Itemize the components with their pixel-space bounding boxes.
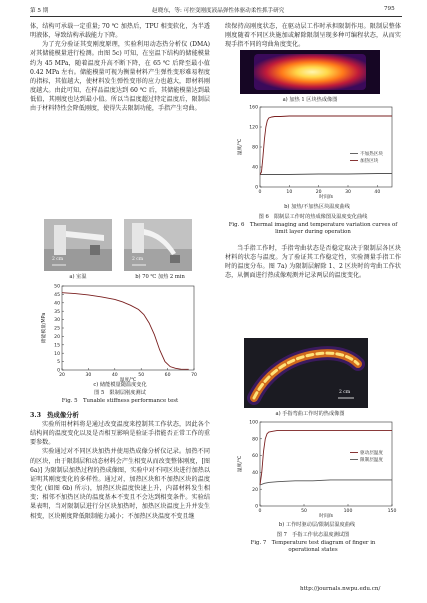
fig7b-chart bbox=[236, 418, 398, 518]
series-line-1 bbox=[260, 480, 392, 485]
fig6a-thermal-image bbox=[240, 50, 380, 94]
x-tick-label: 50 bbox=[301, 509, 307, 514]
fig5c-chart bbox=[40, 282, 200, 382]
fig5-caption-en: Fig. 5 Tunable stiffness performance test bbox=[61, 398, 179, 404]
x-tick-label: 20 bbox=[315, 190, 322, 195]
y-axis-label: 储能模量/MPa bbox=[42, 312, 47, 344]
legend-label-0: 不加热区块 bbox=[360, 152, 383, 157]
right-paragraph-mid: 当手指工作时，手指弯曲状态是否稳定取决于限制层各区块材料的状态与温度。为了验证其工作稳定性，实验测量手指工作时的温度分布。图 7a) 为限制层解除 1、2 区块时的弯曲工作状态，从侧面进行热成像观测并记录两层的温度变化。 bbox=[225, 245, 401, 280]
journal-url: http://journals.nwpu.edu.cn/ bbox=[300, 586, 381, 592]
series-line-0 bbox=[62, 293, 189, 370]
legend-label-1: 限制层温度 bbox=[360, 458, 383, 463]
y-tick-label: 25 bbox=[54, 326, 60, 332]
fig7-caption-en-1: Fig. 7 Temperature test diagram of finger in bbox=[250, 540, 376, 546]
x-tick-label: 60 bbox=[164, 373, 171, 378]
fig7a-scale: 2 cm bbox=[339, 390, 351, 395]
y-tick-label: 40 bbox=[54, 301, 60, 307]
x-tick-label: 0 bbox=[258, 190, 262, 195]
plot-frame bbox=[62, 286, 194, 370]
y-tick-label: 20 bbox=[54, 335, 60, 340]
legend-label-0: 驱动层温度 bbox=[360, 451, 383, 456]
x-tick-label: 10 bbox=[286, 190, 293, 195]
fig7b-caption: b) 工作时驱动层/限制层温度曲线 bbox=[278, 522, 356, 528]
y-axis-label: 温度/℃ bbox=[238, 138, 243, 156]
x-tick-label: 100 bbox=[343, 509, 353, 514]
x-tick-label: 40 bbox=[111, 373, 118, 378]
fig5-caption-cn: 图 5 限制层刚度测试 bbox=[94, 390, 146, 396]
y-tick-label: 120 bbox=[249, 125, 258, 131]
fig6-caption-en-1: Fig. 6 Thermal imaging and temperature variation curves of bbox=[228, 222, 398, 228]
y-tick-label: 30 bbox=[54, 318, 60, 324]
fig5c-caption: c) 储能模量随温度变化 bbox=[93, 382, 147, 388]
fig5a-caption: a) 室温 bbox=[69, 274, 87, 280]
fig5a-photo bbox=[44, 219, 112, 271]
page-number: 795 bbox=[384, 6, 395, 12]
x-tick-label: 30 bbox=[345, 190, 351, 195]
y-tick-label: 0 bbox=[255, 185, 258, 191]
fig6b-chart bbox=[236, 103, 398, 199]
fig7a-thermal-image bbox=[244, 338, 368, 408]
legend-label-1: 加热区块 bbox=[360, 159, 379, 164]
y-tick-label: 80 bbox=[252, 145, 258, 151]
x-tick-label: 0 bbox=[258, 509, 262, 514]
plot-frame bbox=[260, 107, 392, 187]
y-tick-label: 50 bbox=[54, 284, 60, 290]
x-tick-label: 30 bbox=[85, 373, 92, 378]
left-paragraph-bottom: 实验所用材料将是通过改变温度来控制其工作状态，因此各个结构间的温度变化以及是否相互影响是验证手指能否正常工作的重要参数。 实验通过对不同区块加热并使用热成像分析仪记录。加热不同的区块，由于限制层和动态材料会产生相变从而改变整体刚度，[图 6a)] 为限制层加热过程的热成像图，实验中对不同区块进行加热以证明其刚度变化的多样性。通过对，加热区块和不加热区块的温度变化 (如图 6b) 所示)，加热区块温度快速上升，内部材料发生相变；相邻不加热区块的温度基本不变且不会达到相变条件。实验结果表明，当对限制层进行分区块加热时，加热区块温度上升并发生相变，区块刚度降低限制能力减小；不加热区块温度不变且继 bbox=[30, 421, 210, 520]
x-tick-label: 20 bbox=[59, 373, 65, 378]
fig6a-caption: a) 加热 1 区块热成像图 bbox=[282, 97, 338, 103]
y-tick-label: 10 bbox=[54, 351, 60, 357]
y-tick-label: 45 bbox=[54, 293, 60, 298]
x-tick-label: 150 bbox=[387, 509, 397, 514]
y-tick-label: 160 bbox=[249, 105, 258, 111]
y-tick-label: 80 bbox=[252, 437, 258, 443]
series-line-0 bbox=[260, 174, 392, 175]
running-title: 赵晓东，等: 可控变刚度液晶弹性体驱动柔性抓手研究 bbox=[152, 8, 285, 14]
fig7a-caption: a) 手指弯曲工作时的热成像图 bbox=[275, 411, 345, 417]
x-axis-label: 时间/s bbox=[319, 514, 333, 518]
x-axis-label: 时间/s bbox=[319, 195, 333, 199]
fig6-caption-cn: 图 6 限制层工作时的热成像图及温度变化曲线 bbox=[258, 214, 368, 220]
issue-number: 第 5 期 bbox=[30, 8, 49, 14]
y-tick-label: 40 bbox=[252, 471, 258, 476]
y-axis-label: 温度/℃ bbox=[238, 455, 243, 473]
y-tick-label: 5 bbox=[57, 360, 60, 366]
y-tick-label: 15 bbox=[54, 343, 60, 349]
fig6b-caption: b) 加热/不加热区块温度曲线 bbox=[284, 204, 350, 210]
series-line-1 bbox=[260, 116, 392, 175]
x-tick-label: 50 bbox=[138, 373, 145, 378]
header-rule bbox=[30, 16, 402, 17]
y-tick-label: 0 bbox=[57, 368, 60, 374]
right-paragraph-top: 续保持高刚度状态，在驱动层工作时承担限制作用。限制层整体刚度随着不同区块施加或解除限制呈现多种可编程状态，从而实现手指不同的弯曲角度变化。 bbox=[225, 23, 401, 49]
x-tick-label: 40 bbox=[374, 190, 381, 195]
fig7-caption-en-2: operational states bbox=[288, 547, 338, 553]
fig5b-photo bbox=[124, 219, 192, 271]
fig5b-caption: b) 70 ℃ 加热 2 min bbox=[135, 274, 185, 280]
left-paragraph-top: 体，结构可承载一定重量; 70 ℃ 加热后，TPU 相变软化，为半透明液体，导致结构承载能力下降。 为了充分验证其变刚度原理，实验利用动态热分析仪 (DMA) 对其储能模量进行检测。由图 5c) 可知，在室温下结构的储能模量约为 45 MPa，随着温度升高不断下降，在 65 ℃ 后降至最小值 0.42 MPa 左右。储能模量可视为衡量材料产生弹性变形难易程度的指标，其值越大，使材料发生弹性变形的应力也越大，即材料刚度越大。由此可知，在样品温度达到 60 ℃ 后，其储能模量达到最低值，其刚度也达到最小值。所以当温度超过特定温度后，限制层由于材料特性会降低刚度，使得失去限制功能，手指产生弯曲。 bbox=[30, 23, 210, 113]
plot-frame bbox=[260, 422, 392, 506]
x-axis-label: 温度/℃ bbox=[119, 378, 137, 382]
y-tick-label: 35 bbox=[54, 309, 60, 315]
y-tick-label: 40 bbox=[252, 165, 258, 171]
x-tick-label: 70 bbox=[191, 373, 197, 378]
fig5a-scale: 2 cm bbox=[52, 257, 64, 262]
section-heading: 3.3 热成像分析 bbox=[30, 412, 79, 419]
y-tick-label: 20 bbox=[252, 487, 258, 493]
y-tick-label: 0 bbox=[255, 504, 258, 510]
y-tick-label: 100 bbox=[249, 420, 258, 426]
y-tick-label: 60 bbox=[252, 454, 258, 460]
fig5b-scale: 2 cm bbox=[132, 257, 144, 262]
fig7-caption-cn: 图 7 手指工作状态温度测试图 bbox=[276, 532, 350, 538]
fig6-caption-en-2: limit layer during operation bbox=[275, 229, 351, 235]
